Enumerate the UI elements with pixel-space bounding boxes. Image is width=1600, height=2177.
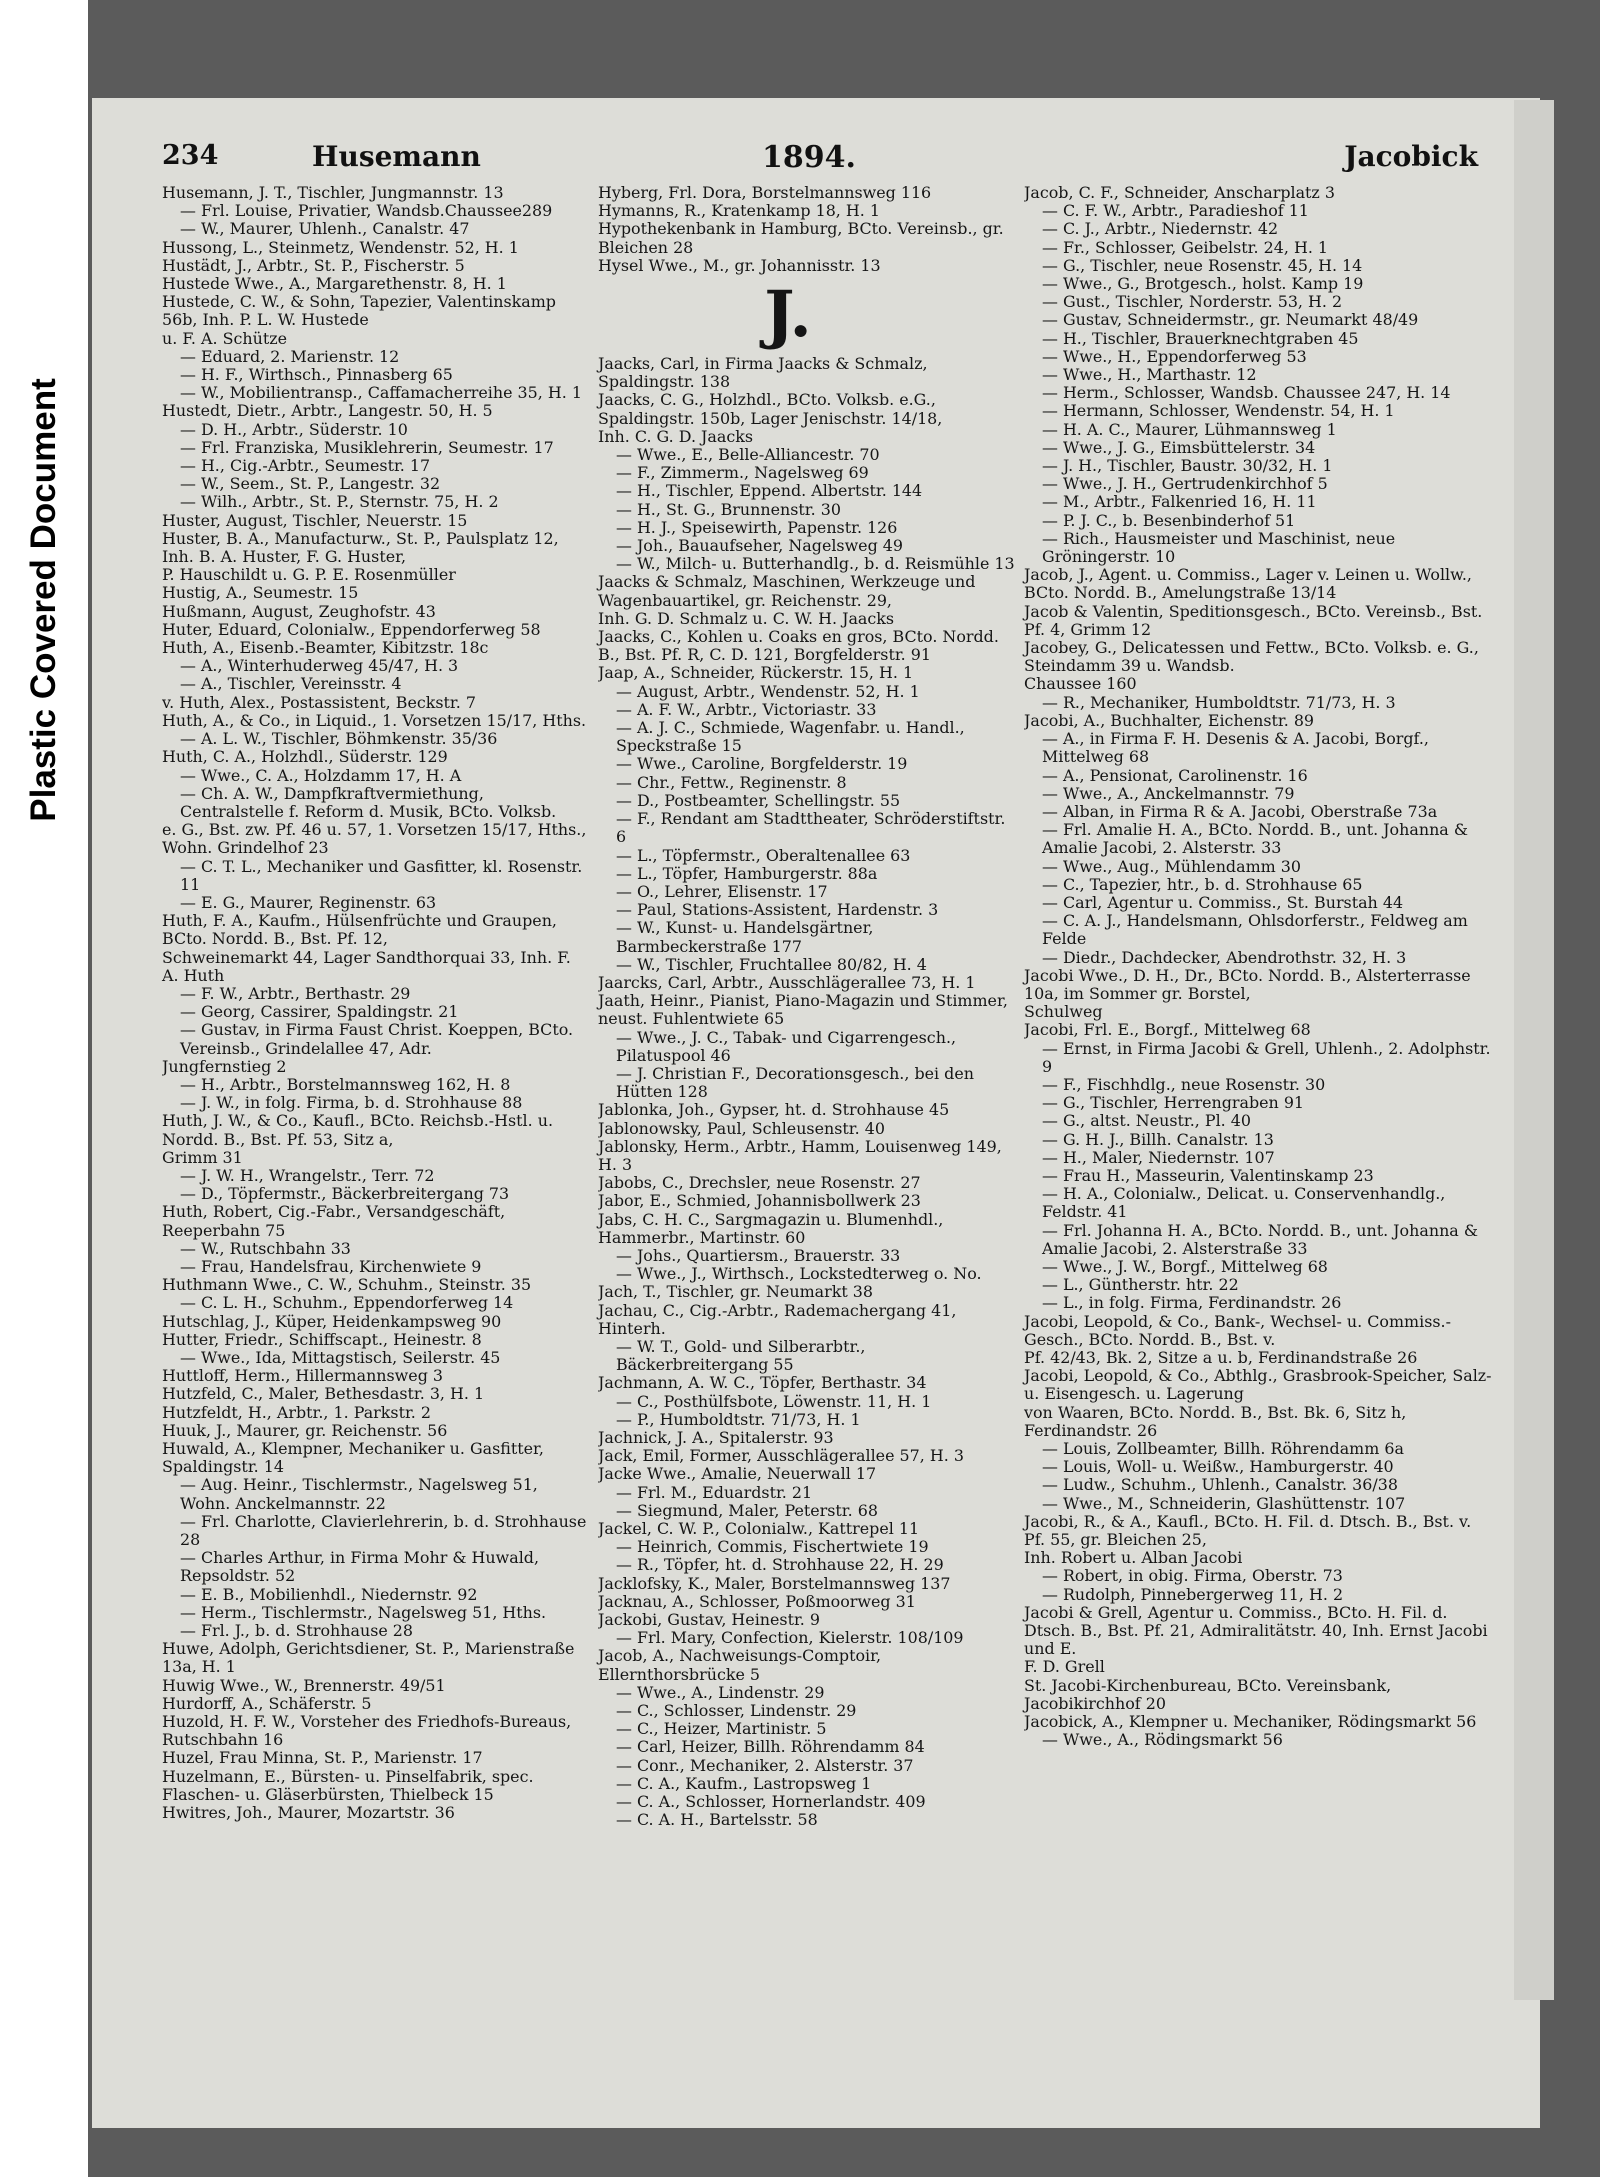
directory-entry: — Wwe., A., Rödingsmarkt 56: [1042, 1731, 1283, 1750]
directory-entry: — R., Töpfer, ht. d. Strohhause 22, H. 29: [616, 1556, 944, 1575]
directory-entry: Hymanns, R., Kratenkamp 18, H. 1: [598, 202, 880, 221]
directory-entry: — Wwe., J. H., Gertrudenkirchhof 5: [1042, 475, 1328, 494]
directory-entry: Inh. Robert u. Alban Jacobi: [1024, 1549, 1243, 1568]
directory-entry: — Wwe., G., Brotgesch., holst. Kamp 19: [1042, 275, 1364, 294]
directory-entry: — A. F. W., Arbtr., Victoriastr. 33: [616, 700, 877, 719]
directory-entry: Jacke Wwe., Amalie, Neuerwall 17: [598, 1465, 877, 1484]
directory-entry: — Gustav, in Firma Faust Christ. Koeppen, BCto. Vereinsb., Grindelallee 47, Adr.: [180, 1020, 574, 1058]
directory-entry: — H., Cig.-Arbtr., Seumestr. 17: [180, 457, 431, 476]
directory-entry: Jachau, C., Cig.-Arbtr., Rademachergang 41, Hinterh.: [598, 1300, 957, 1338]
directory-entry: — Rich., Hausmeister und Maschinist, neue Gröningerstr. 10: [1042, 528, 1396, 567]
directory-entry: — R., Mechaniker, Humboldtstr. 71/73, H. 3: [1042, 693, 1396, 712]
directory-entry: Jacob, A., Nachweisungs-Comptoir, Ellernthorsbrücke 5: [598, 1646, 882, 1684]
directory-entry: — C. A., Kaufm., Lastropsweg 1: [616, 1774, 872, 1793]
directory-entry: Huwig Wwe., W., Brennerstr. 49/51: [162, 1676, 446, 1695]
header-left-word: Husemann: [312, 140, 481, 173]
directory-entry: Huth, A., Eisenb.-Beamter, Kibitzstr. 18c: [162, 639, 489, 658]
directory-entry: Jackobi, Gustav, Heinestr. 9: [598, 1611, 821, 1630]
directory-entry: Jaacks & Schmalz, Maschinen, Werkzeuge und Wagenbauartikel, gr. Reichenstr. 29,: [598, 572, 976, 610]
directory-entry: — F. W., Arbtr., Berthastr. 29: [180, 984, 411, 1003]
directory-entry: — Ernst, in Firma Jacobi & Grell, Uhlenh., 2. Adolphstr. 9: [1042, 1038, 1491, 1076]
directory-entry: Jacobi, Leopold, & Co., Abthlg., Grasbrook-Speicher, Salz- u. Eisengesch. u. Lagerung: [1024, 1366, 1492, 1404]
directory-entry: Hustädt, J., Arbtr., St. P., Fischerstr. 5: [162, 256, 465, 275]
directory-entry: — E. G., Maurer, Reginenstr. 63: [180, 893, 437, 912]
directory-entry: — Frl. Charlotte, Clavierlehrerin, b. d. Strohhause 28: [180, 1511, 587, 1550]
directory-entry: — Wwe., J. C., Tabak- und Cigarrengesch., Pilatuspool 46: [616, 1027, 957, 1065]
directory-entry: Jungfernstieg 2: [162, 1057, 287, 1076]
directory-entry: — C. A. J., Handelsmann, Ohlsdorferstr., Feldweg am Felde: [1042, 911, 1468, 949]
directory-entry: — Joh., Bauaufseher, Nagelsweg 49: [616, 537, 904, 556]
directory-entry: Jacobi, Frl. E., Borgf., Mittelweg 68: [1024, 1021, 1311, 1040]
directory-entry: — A., in Firma F. H. Desenis & A. Jacobi, Borgf., Mittelweg 68: [1042, 729, 1429, 767]
directory-entry: — Wwe., H., Eppendorferweg 53: [1042, 347, 1307, 366]
directory-entry: — Ch. A. W., Dampfkraftvermiethung, Centralstelle f. Reform d. Musik, BCto. Volksb.: [180, 783, 557, 821]
directory-entry: — J. H., Tischler, Baustr. 30/32, H. 1: [1042, 457, 1333, 476]
directory-entry: Chaussee 160: [1024, 675, 1137, 694]
directory-entry: — Rudolph, Pinnebergerweg 11, H. 2: [1042, 1585, 1344, 1604]
directory-entry: — Aug. Heinr., Tischlermstr., Nagelsweg 51, Wohn. Anckelmannstr. 22: [180, 1475, 538, 1513]
directory-entry: Jaarcks, Carl, Arbtr., Ausschlägerallee 73, H. 1: [598, 973, 976, 992]
directory-entry: Huster, August, Tischler, Neuerstr. 15: [162, 511, 468, 530]
directory-entry: Husemann, J. T., Tischler, Jungmannstr. 13: [162, 184, 504, 202]
directory-entry: Jaap, A., Schneider, Rückerstr. 15, H. 1: [598, 664, 914, 683]
directory-entry: — W., Tischler, Fruchtallee 80/82, H. 4: [616, 955, 927, 974]
directory-entry: — H., Tischler, Brauerknechtgraben 45: [1042, 329, 1359, 348]
directory-entry: Grimm 31: [162, 1148, 243, 1167]
directory-entry: — Frl. Louise, Privatier, Wandsb.Chaussee289: [180, 202, 553, 221]
directory-entry: — Alban, in Firma R & A. Jacobi, Oberstraße 73a: [1042, 802, 1438, 821]
directory-entry: Hutzfeldt, H., Arbtr., 1. Parkstr. 2: [162, 1403, 432, 1422]
directory-entry: — C. T. L., Mechaniker und Gasfitter, kl. Rosenstr. 11: [180, 856, 583, 894]
directory-entry: — H., Maler, Niedernstr. 107: [1042, 1148, 1275, 1167]
directory-entry: — Diedr., Dachdecker, Abendrothstr. 32, H. 3: [1042, 948, 1407, 967]
directory-entry: Jaacks, C., Kohlen u. Coaks en gros, BCto. Nordd. B., Bst. Pf. R, C. D. 121, Borgfelderstr. 91: [598, 627, 999, 665]
directory-entry: — P., Humboldtstr. 71/73, H. 1: [616, 1410, 861, 1429]
directory-entry: — Frl. M., Eduardstr. 21: [616, 1483, 813, 1502]
directory-entry: — Frl. Johanna H. A., BCto. Nordd. B., unt. Johanna & Amalie Jacobi, 2. Alsterstraße 33: [1042, 1220, 1478, 1258]
directory-entry: — W., Kunst- u. Handelsgärtner, Barmbeckerstraße 177: [616, 918, 874, 956]
directory-entry: Jacobick, A., Klempner u. Mechaniker, Rödingsmarkt 56: [1024, 1713, 1477, 1732]
column-2-main: [598, 355, 1018, 1829]
directory-entry: — G., Tischler, Herrengraben 91: [1042, 1094, 1305, 1113]
directory-entry: — Ludw., Schuhm., Uhlenh., Canalstr. 36/38: [1042, 1476, 1398, 1495]
plastic-covered-text: Plastic Covered Document: [24, 378, 63, 822]
directory-entry: — W., Maurer, Uhlenh., Canalstr. 47: [180, 220, 470, 239]
header-year: 1894.: [762, 140, 856, 175]
directory-entry: — C. F. W., Arbtr., Paradieshof 11: [1042, 202, 1309, 221]
directory-entry: — F., Fischhdlg., neue Rosenstr. 30: [1042, 1075, 1326, 1094]
column-3: [1024, 184, 1494, 1749]
directory-entry: Huster, B. A., Manufacturw., St. P., Paulsplatz 12, Inh. B. A. Huster, F. G. Huster,: [162, 528, 559, 567]
directory-entry: — Wwe., C. A., Holzdamm 17, H. A: [180, 766, 462, 785]
column-2: [598, 184, 1018, 1829]
directory-entry: Hutschlag, J., Küper, Heidenkampsweg 90: [162, 1312, 502, 1331]
directory-entry: — Wilh., Arbtr., St. P., Sternstr. 75, H. 2: [180, 493, 499, 512]
directory-entry: — Frau, Handelsfrau, Kirchenwiete 9: [180, 1257, 482, 1276]
directory-entry: — D., Töpfermstr., Bäckerbreitergang 73: [180, 1185, 510, 1204]
plastic-covered-label: [0, 0, 88, 2177]
directory-entry: — Georg, Cassirer, Spaldingstr. 21: [180, 1003, 459, 1022]
section-letter: J.: [764, 277, 812, 353]
directory-entry: Jacob & Valentin, Speditionsgesch., BCto. Vereinsb., Bst. Pf. 4, Grimm 12: [1024, 601, 1483, 639]
directory-entry: — C., Heizer, Martinistr. 5: [616, 1720, 827, 1739]
directory-entry: — W., Mobilientransp., Caffamacherreihe 35, H. 1: [180, 384, 582, 403]
directory-entry: Hußmann, August, Zeughofstr. 43: [162, 602, 436, 621]
directory-entry: — C., Posthülfsbote, Löwenstr. 11, H. 1: [616, 1392, 932, 1411]
directory-entry: — Wwe., H., Marthastr. 12: [1042, 366, 1257, 385]
directory-entry: P. Hauschildt u. G. P. E. Rosenmüller: [162, 566, 456, 585]
directory-entry: — Frl. Franziska, Musiklehrerin, Seumestr. 17: [180, 438, 554, 457]
directory-entry: Huwe, Adolph, Gerichtsdiener, St. P., Marienstraße 13a, H. 1: [162, 1639, 575, 1677]
directory-entry: — W., Seem., St. P., Langestr. 32: [180, 475, 441, 494]
directory-entry: — W., Rutschbahn 33: [180, 1239, 351, 1258]
directory-entry: Huthmann Wwe., C. W., Schuhm., Steinstr. 35: [162, 1276, 532, 1295]
directory-entry: Huth, C. A., Holzhdl., Süderstr. 129: [162, 748, 448, 767]
directory-entry: — Johs., Quartiersm., Brauerstr. 33: [616, 1246, 901, 1265]
directory-entry: Huuk, J., Maurer, gr. Reichenstr. 56: [162, 1421, 448, 1440]
directory-entry: — H., Tischler, Eppend. Albertstr. 144: [616, 482, 923, 501]
directory-entry: Huter, Eduard, Colonialw., Eppendorferweg 58: [162, 620, 541, 639]
directory-entry: — F., Rendant am Stadttheater, Schröderstiftstr. 6: [616, 809, 1006, 847]
directory-entry: — C., Schlosser, Lindenstr. 29: [616, 1702, 857, 1721]
directory-entry: — C. A. H., Bartelsstr. 58: [616, 1811, 818, 1830]
directory-entry: Jacob, J., Agent. u. Commiss., Lager v. Leinen u. Wollw., BCto. Nordd. B., Amelungstraße 13/14: [1024, 565, 1472, 603]
column-1: [162, 184, 590, 1822]
directory-entry: — W. T., Gold- und Silberarbtr., Bäckerbreitergang 55: [616, 1336, 866, 1375]
directory-entry: — J. W. H., Wrangelstr., Terr. 72: [180, 1166, 435, 1185]
directory-entry: — M., Arbtr., Falkenried 16, H. 11: [1042, 493, 1317, 512]
directory-entry: — Heinrich, Commis, Fischertwiete 19: [616, 1538, 929, 1557]
directory-entry: — P. J. C., b. Besenbinderhof 51: [1042, 511, 1296, 530]
directory-entry: — Wwe., A., Lindenstr. 29: [616, 1683, 825, 1702]
directory-entry: Jachnick, J. A., Spitalerstr. 93: [598, 1429, 834, 1447]
directory-entry: St. Jacobi-Kirchenbureau, BCto. Vereinsbank, Jacobikirchhof 20: [1024, 1675, 1392, 1713]
directory-entry: — H. F., Wirthsch., Pinnasberg 65: [180, 366, 453, 385]
directory-entry: Hustede, C. W., & Sohn, Tapezier, Valentinskamp 56b, Inh. P. L. W. Hustede: [162, 292, 556, 330]
directory-entry: — H. A., Colonialw., Delicat. u. Conservenhandlg., Feldstr. 41: [1042, 1184, 1446, 1222]
directory-entry: — August, Arbtr., Wendenstr. 52, H. 1: [616, 682, 920, 701]
directory-entry: — G., altst. Neustr., Pl. 40: [1042, 1112, 1251, 1131]
directory-entry: — D., Postbeamter, Schellingstr. 55: [616, 791, 901, 810]
directory-entry: — J. Christian F., Decorationsgesch., bei den Hütten 128: [616, 1063, 974, 1102]
directory-entry: — Siegmund, Maler, Peterstr. 68: [616, 1501, 878, 1520]
directory-entry: Huzel, Frau Minna, St. P., Marienstr. 17: [162, 1749, 483, 1768]
directory-entry: — A. J. C., Schmiede, Wagenfabr. u. Handl., Speckstraße 15: [616, 718, 965, 756]
directory-entry: Hustedt, Dietr., Arbtr., Langestr. 50, H. 5: [162, 402, 493, 421]
column-2-top: [598, 184, 1018, 275]
directory-entry: Huth, F. A., Kaufm., Hülsenfrüchte und Graupen, BCto. Nordd. B., Bst. Pf. 12,: [162, 911, 557, 949]
directory-entry: — Conr., Mechaniker, 2. Alsterstr. 37: [616, 1756, 914, 1775]
directory-entry: — Eduard, 2. Marienstr. 12: [180, 347, 400, 366]
directory-entry: — G., Tischler, neue Rosenstr. 45, H. 14: [1042, 256, 1363, 275]
directory-entry: — D. H., Arbtr., Süderstr. 10: [180, 420, 408, 439]
directory-entry: Hypothekenbank in Hamburg, BCto. Vereinsb., gr. Bleichen 28: [598, 219, 1004, 257]
directory-entry: — H., St. G., Brunnenstr. 30: [616, 500, 841, 519]
directory-entry: Huth, Robert, Cig.-Fabr., Versandgeschäft, Reeperbahn 75: [162, 1202, 506, 1240]
directory-entry: Pf. 42/43, Bk. 2, Sitze a u. b, Ferdinandstraße 26: [1024, 1349, 1418, 1367]
directory-entry: — Wwe., M., Schneiderin, Glashüttenstr. 107: [1042, 1494, 1406, 1513]
directory-entry: — W., Milch- u. Butterhandlg., b. d. Reismühle 13: [616, 555, 1015, 574]
directory-entry: — C. J., Arbtr., Niedernstr. 42: [1042, 220, 1279, 239]
directory-entry: — A., Pensionat, Carolinenstr. 16: [1042, 766, 1308, 785]
directory-entry: — Gust., Tischler, Norderstr. 53, H. 2: [1042, 293, 1343, 312]
page-header: [162, 140, 1502, 182]
directory-entry: — Hermann, Schlosser, Wendenstr. 54, H. 1: [1042, 402, 1395, 421]
directory-entry: — A., Winterhuderweg 45/47, H. 3: [180, 657, 459, 676]
directory-entry: — Frl. J., b. d. Strohhause 28: [180, 1622, 414, 1641]
directory-entry: Jacob, C. F., Schneider, Anscharplatz 3: [1024, 184, 1335, 202]
directory-entry: Jacobi, R., & A., Kaufl., BCto. H. Fil. d. Dtsch. B., Bst. v. Pf. 55, gr. Bleichen 25,: [1024, 1511, 1472, 1550]
directory-entry: Jacklofsky, K., Maler, Borstelmannsweg 137: [598, 1574, 951, 1593]
directory-entry: — Wwe., A., Anckelmannstr. 79: [1042, 784, 1295, 803]
directory-entry: — H. J., Speisewirth, Papenstr. 126: [616, 518, 898, 537]
directory-entry: Jabor, E., Schmied, Johannisbollwerk 23: [598, 1192, 921, 1211]
directory-entry: Schweinemarkt 44, Lager Sandthorquai 33, Inh. F. A. Huth: [162, 947, 571, 985]
directory-entry: Jaath, Heinr., Pianist, Piano-Magazin und Stimmer, neust. Fuhlentwiete 65: [598, 991, 1008, 1029]
directory-entry: — Wwe., E., Belle-Alliancestr. 70: [616, 446, 880, 465]
directory-entry: — Wwe., J. G., Eimsbüttelerstr. 34: [1042, 438, 1316, 457]
directory-entry: — G. H. J., Billh. Canalstr. 13: [1042, 1130, 1274, 1149]
directory-entry: — Frl. Amalie H. A., BCto. Nordd. B., unt. Johanna & Amalie Jacobi, 2. Alsterstr. 33: [1042, 820, 1468, 858]
directory-entry: — Herm., Tischlermstr., Nagelsweg 51, Hths.: [180, 1603, 547, 1622]
directory-entry: — Louis, Zollbeamter, Billh. Röhrendamm 6a: [1042, 1440, 1404, 1459]
directory-entry: Jacobi & Grell, Agentur u. Commiss., BCto. H. Fil. d. Dtsch. B., Bst. Pf. 21, Admiralitätstr. 40, Inh. Ernst Jacobi und E.: [1024, 1602, 1488, 1659]
directory-entry: — Fr., Schlosser, Geibelstr. 24, H. 1: [1042, 238, 1329, 257]
directory-entry: Hustig, A., Seumestr. 15: [162, 584, 359, 603]
page-edge: [1514, 100, 1554, 2000]
directory-entry: Hysel Wwe., M., gr. Johannisstr. 13: [598, 256, 881, 275]
directory-entry: — Wwe., J. W., Borgf., Mittelweg 68: [1042, 1257, 1328, 1276]
directory-entry: — A., Tischler, Vereinsstr. 4: [180, 675, 402, 694]
directory-entry: — Charles Arthur, in Firma Mohr & Huwald, Repsoldstr. 52: [180, 1548, 540, 1586]
directory-entry: — C. L. H., Schuhm., Eppendorferweg 14: [180, 1294, 514, 1313]
directory-entry: — Wwe., J., Wirthsch., Lockstedterweg o. No.: [616, 1265, 982, 1284]
directory-entry: — C. A., Schlosser, Hornerlandstr. 409: [616, 1793, 926, 1812]
directory-entry: Jacobi, A., Buchhalter, Eichenstr. 89: [1024, 711, 1315, 730]
directory-entry: — O., Lehrer, Elisenstr. 17: [616, 882, 828, 901]
directory-entry: Jacknau, A., Schlosser, Poßmoorweg 31: [598, 1592, 916, 1611]
directory-entry: Hutter, Friedr., Schiffscapt., Heinestr. 8: [162, 1330, 482, 1349]
directory-entry: Hwitres, Joh., Maurer, Mozartstr. 36: [162, 1804, 455, 1823]
directory-entry: Jackel, C. W. P., Colonialw., Kattrepel 11: [598, 1520, 920, 1539]
directory-entry: Huzelmann, E., Bürsten- u. Pinselfabrik, spec. Flaschen- u. Gläserbürsten, Thielbeck 15: [162, 1766, 534, 1804]
directory-entry: — E. B., Mobilienhdl., Niedernstr. 92: [180, 1585, 478, 1604]
directory-entry: Hutzfeld, C., Maler, Bethesdastr. 3, H. 1: [162, 1385, 485, 1404]
directory-entry: — J. W., in folg. Firma, b. d. Strohhause 88: [180, 1094, 523, 1113]
directory-entry: v. Huth, Alex., Postassistent, Beckstr. 7: [162, 693, 476, 712]
directory-entry: Jacobi Wwe., D. H., Dr., BCto. Nordd. B., Alsterterrasse 10a, im Sommer gr. Borstel,: [1024, 965, 1471, 1003]
directory-entry: Hurdorff, A., Schäferstr. 5: [162, 1694, 372, 1713]
directory-entry: — F., Zimmerm., Nagelsweg 69: [616, 464, 869, 483]
directory-entry: Jaacks, Carl, in Firma Jaacks & Schmalz, Spaldingstr. 138: [598, 354, 928, 392]
directory-entry: Hustede Wwe., A., Margarethenstr. 8, H. 1: [162, 275, 507, 294]
directory-entry: — H., Arbtr., Borstelmannsweg 162, H. 8: [180, 1075, 511, 1094]
directory-entry: — Chr., Fettw., Reginenstr. 8: [616, 773, 847, 792]
directory-entry: — Herm., Schlosser, Wandsb. Chaussee 247, H. 14: [1042, 384, 1451, 403]
directory-entry: — A. L. W., Tischler, Böhmkenstr. 35/36: [180, 730, 498, 749]
directory-entry: — C., Tapezier, htr., b. d. Strohhause 65: [1042, 875, 1363, 894]
directory-entry: Inh. C. G. D. Jaacks: [598, 427, 754, 446]
directory-entry: Huttloff, Herm., Hillermannsweg 3: [162, 1367, 444, 1386]
directory-entry: Jablonsky, Herm., Arbtr., Hamm, Louisenweg 149, H. 3: [598, 1136, 1002, 1174]
directory-entry: — Wwe., Aug., Mühlendamm 30: [1042, 857, 1301, 876]
directory-entry: — L., Töpfermstr., Oberaltenallee 63: [616, 846, 911, 865]
directory-entry: Hussong, L., Steinmetz, Wendenstr. 52, H. 1: [162, 238, 519, 257]
directory-entry: — Louis, Woll- u. Weißw., Hamburgerstr. 40: [1042, 1458, 1394, 1477]
directory-entry: Jach, T., Tischler, gr. Neumarkt 38: [598, 1283, 873, 1302]
directory-entry: — L., in folg. Firma, Ferdinandstr. 26: [1042, 1294, 1342, 1313]
directory-entry: — Wwe., Caroline, Borgfelderstr. 19: [616, 755, 908, 774]
directory-entry: — L., Güntherstr. htr. 22: [1042, 1276, 1239, 1295]
directory-entry: — Frau H., Masseurin, Valentinskamp 23: [1042, 1166, 1374, 1185]
directory-entry: — H. A. C., Maurer, Lühmannsweg 1: [1042, 420, 1337, 439]
directory-entry: Huth, A., & Co., in Liquid., 1. Vorsetzen 15/17, Hths.: [162, 711, 587, 730]
directory-entry: — Carl, Heizer, Billh. Röhrendamm 84: [616, 1738, 925, 1757]
directory-entry: Hyberg, Frl. Dora, Borstelmannsweg 116: [598, 184, 932, 202]
directory-entry: Jachmann, A. W. C., Töpfer, Berthastr. 34: [598, 1374, 927, 1393]
directory-entry: Jaacks, C. G., Holzhdl., BCto. Volksb. e.G., Spaldingstr. 150b, Lager Jenischstr. 14/18,: [598, 390, 943, 428]
directory-entry: — Wwe., Ida, Mittagstisch, Seilerstr. 45: [180, 1349, 501, 1367]
directory-entry: Schulweg: [1024, 1003, 1103, 1022]
page-number: 234: [162, 140, 219, 171]
directory-entry: von Waaren, BCto. Nordd. B., Bst. Bk. 6, Sitz h, Ferdinandstr. 26: [1024, 1402, 1407, 1440]
directory-entry: Huwald, A., Klempner, Mechaniker u. Gasfitter, Spaldingstr. 14: [162, 1439, 544, 1477]
directory-entry: Jacobey, G., Delicatessen und Fettw., BCto. Volksb. e. G., Steindamm 39 u. Wandsb.: [1024, 638, 1479, 676]
directory-entry: — Gustav, Schneidermstr., gr. Neumarkt 48/49: [1042, 311, 1419, 330]
directory-entry: F. D. Grell: [1024, 1658, 1105, 1677]
directory-entry: Jablonowsky, Paul, Schleusenstr. 40: [598, 1119, 885, 1138]
directory-entry: — L., Töpfer, Hamburgerstr. 88a: [616, 864, 878, 883]
directory-entry: Jablonka, Joh., Gypser, ht. d. Strohhause 45: [598, 1101, 950, 1120]
directory-entry: Huzold, H. F. W., Vorsteher des Friedhofs-Bureaus, Rutschbahn 16: [162, 1712, 572, 1750]
directory-entry: Jabs, C. H. C., Sargmagazin u. Blumenhdl., Hammerbr., Martinstr. 60: [598, 1209, 944, 1247]
directory-entry: Inh. G. D. Schmalz u. C. W. H. Jaacks: [598, 609, 895, 628]
directory-entry: Huth, J. W., & Co., Kaufl., BCto. Reichsb.-Hstl. u. Nordd. B., Bst. Pf. 53, Sitz a,: [162, 1111, 553, 1149]
directory-entry: Jack, Emil, Former, Ausschlägerallee 57, H. 3: [598, 1447, 964, 1466]
directory-entry: — Frl. Mary, Confection, Kielerstr. 108/109: [616, 1629, 964, 1648]
directory-entry: e. G., Bst. zw. Pf. 46 u. 57, 1. Vorsetzen 15/17, Hths., Wohn. Grindelhof 23: [162, 820, 587, 858]
header-right-word: Jacobick: [1344, 140, 1478, 173]
directory-entry: — Paul, Stations-Assistent, Hardenstr. 3: [616, 901, 939, 920]
directory-entry: — Robert, in obig. Firma, Oberstr. 73: [1042, 1567, 1343, 1586]
directory-entry: — Carl, Agentur u. Commiss., St. Burstah 44: [1042, 893, 1404, 912]
directory-entry: Jabobs, C., Drechsler, neue Rosenstr. 27: [598, 1174, 921, 1193]
directory-entry: u. F. A. Schütze: [162, 329, 287, 348]
directory-entry: Jacobi, Leopold, & Co., Bank-, Wechsel- u. Commiss.-Gesch., BCto. Nordd. B., Bst. v.: [1024, 1311, 1451, 1349]
